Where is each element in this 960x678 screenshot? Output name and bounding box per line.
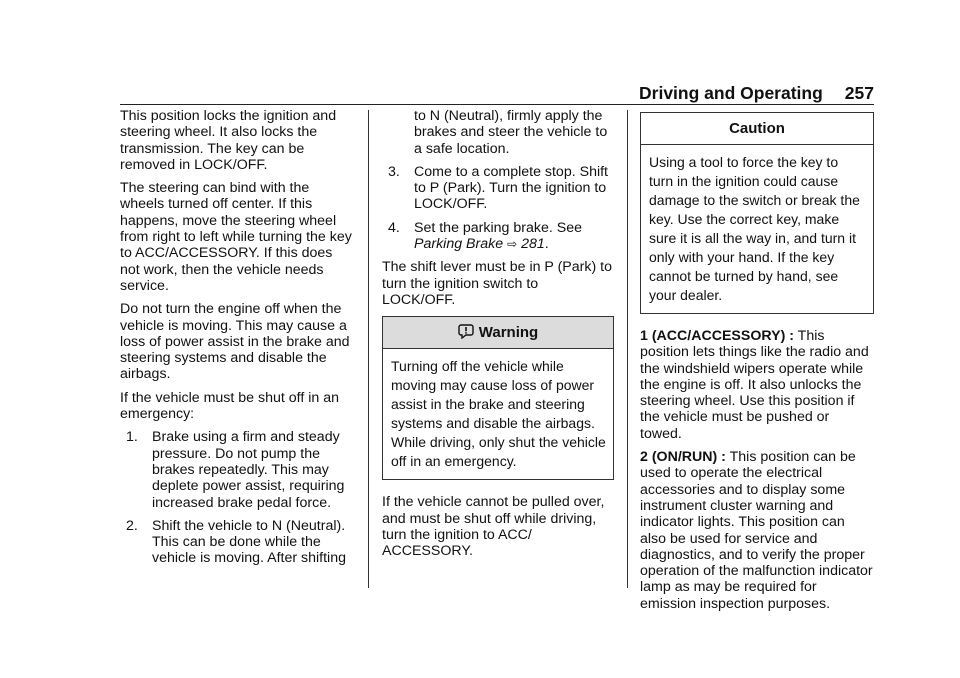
emergency-steps-list-cont [382, 164, 614, 252]
step-text: Shift the vehicle to N (Neutral). This can be done while the vehicle is moving. After shifting [152, 517, 346, 567]
paragraph-lock-position: This position locks the ignition and steering wheel. It also locks the transmission. The key can be removed in LOCK/OFF. [120, 108, 337, 173]
paragraph-shift-lever: The shift lever must be in P (Park) to turn the ignition switch to LOCK/OFF. [382, 259, 612, 308]
step-number: 4. [388, 219, 400, 236]
caution-title: Caution [641, 113, 873, 145]
step-number: 1. [126, 429, 138, 446]
step-text: Set the parking brake. See [414, 219, 582, 236]
page-ref-number[interactable]: 281 [521, 236, 545, 253]
warning-title: Warning [478, 324, 539, 342]
warning-box [382, 316, 614, 480]
header-rule [120, 104, 874, 105]
paragraph-steering-bind: The steering can bind with the wheels turned off center. If this happens, move the steering wheel from right to left while turning the key to ACC/ACCESSORY. If this does not work, then the vehicle needs service. [120, 180, 352, 294]
step-text: Brake using a firm and steady pressure. Do not pump the brakes repeatedly. This may deplete power assist, requiring increased brake pedal force. [152, 429, 345, 511]
list-item [382, 164, 614, 213]
page-number: 257 [844, 83, 874, 103]
period: . [544, 236, 549, 253]
column-1 [120, 108, 356, 574]
paragraph-on-run [640, 449, 874, 612]
step-2-continued: to N (Neutral), firmly apply the brakes and steer the vehicle to a safe location. [414, 108, 608, 157]
column-3 [640, 108, 874, 619]
column-divider-2 [627, 110, 628, 588]
warning-body: Turning off the vehicle while moving may cause loss of power assist in the brake and steering systems and disable the airbags. While driving, only shut the vehicle off in an emergency. [391, 358, 606, 470]
on-run-text: This position can be used to operate the electrical accessories and to display some instrument cluster warning and indicator lights. This position can also be used for service and diagnostics, and to verify the proper operation of the malfunction indicator lamp as may be required for emission inspection purposes. [640, 449, 873, 612]
list-item [120, 429, 356, 510]
warning-icon [458, 323, 474, 339]
page-ref-arrow-icon: ⇨ [507, 237, 518, 252]
parking-brake-link[interactable]: Parking Brake [414, 236, 504, 253]
term-on-run: 2 (ON/RUN) : [640, 449, 726, 466]
section-title: Driving and Operating [639, 83, 823, 103]
emergency-steps-list [120, 429, 356, 566]
column-divider-1 [368, 110, 369, 588]
step-number: 3. [388, 163, 400, 180]
warning-header [383, 317, 613, 349]
paragraph-acc-accessory [640, 328, 874, 442]
paragraph-engine-off: Do not turn the engine off when the vehicle is moving. This may cause a loss of power assist in the brake and steering systems and disable the airbags. [120, 301, 350, 383]
paragraph-emergency: If the vehicle must be shut off in an emergency: [120, 389, 339, 423]
page-header [639, 82, 874, 104]
acc-accessory-text: This position lets things like the radio and the windshield wipers operate while the engine is off. It also unlocks the steering wheel. Use this position if the vehicle must be pushed or towed. [640, 328, 869, 442]
list-item [120, 518, 356, 567]
caution-body: Using a tool to force the key to turn in the ignition could cause damage to the switch or break the key. Use the correct key, make sure it is all the way in, and turn it only with your hand. If the key cannot be turned by hand, see your dealer. [649, 154, 860, 303]
term-acc-accessory: 1 (ACC/ACCESSORY) : [640, 328, 794, 344]
step-text: Come to a complete stop. Shift to P (Park). Turn the ignition to LOCK/OFF. [414, 163, 608, 213]
paragraph-cannot-pull-over: If the vehicle cannot be pulled over, and must be shut off while driving, turn the ignition to ACC/ ACCESSORY. [382, 494, 605, 560]
list-item [382, 220, 614, 253]
caution-box [640, 112, 874, 314]
step-number: 2. [126, 517, 138, 534]
column-2 [382, 108, 614, 566]
